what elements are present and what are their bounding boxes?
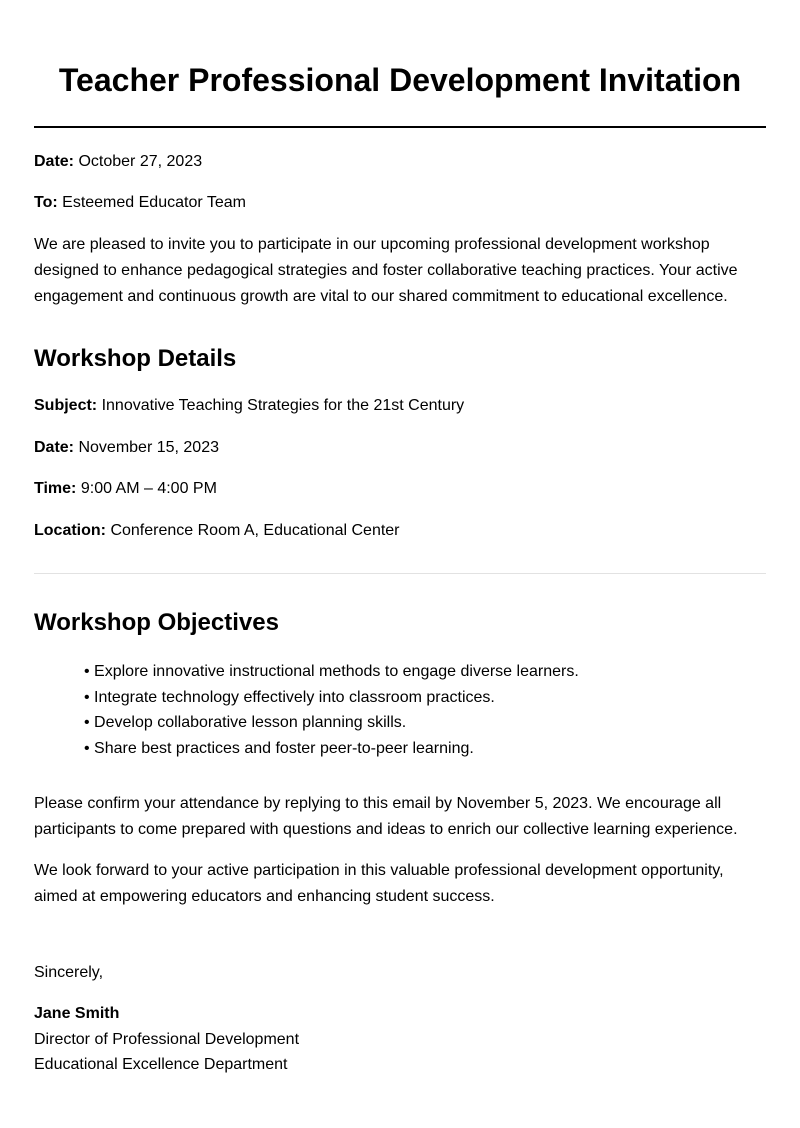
workshop-time-label: Time: — [34, 480, 77, 497]
confirm-line: Please confirm your attendance by replying to this email by November 5, 2023. We encourage all — [34, 795, 722, 812]
letter-date — [34, 149, 202, 175]
intro-line: We are pleased to invite you to participate in our upcoming professional development workshop — [34, 236, 710, 253]
workshop-subject — [34, 393, 464, 419]
signer-title: Director of Professional Development — [34, 1030, 300, 1048]
signer-name: Jane Smith — [34, 1005, 120, 1022]
workshop-time-value: 9:00 AM – 4:00 PM — [80, 480, 217, 497]
closing-line: aimed at empowering educators and enhancing student success. — [34, 888, 495, 905]
title-divider — [34, 126, 766, 128]
letter-date-label: Date: — [34, 153, 75, 170]
workshop-location-value: Conference Room A, Educational Center — [110, 522, 400, 539]
objective-item: • Explore innovative instructional methods to engage diverse learners. — [84, 663, 579, 680]
section-divider — [34, 573, 766, 574]
intro-line: designed to enhance pedagogical strategies and foster collaborative teaching practices. Your active — [34, 262, 738, 279]
intro-paragraph — [34, 232, 766, 310]
signature-block — [34, 1001, 299, 1078]
letter-date-value: October 27, 2023 — [78, 153, 203, 170]
workshop-date — [34, 435, 219, 461]
objectives-list — [84, 659, 579, 761]
closing-line: We look forward to your active participation in this valuable professional development opportunity, — [34, 862, 724, 879]
workshop-time — [34, 476, 217, 502]
closing-paragraph — [34, 858, 766, 910]
workshop-date-value: November 15, 2023 — [78, 439, 219, 456]
workshop-objectives-heading: Workshop Objectives — [34, 609, 279, 636]
signer-department: Educational Excellence Department — [34, 1056, 288, 1073]
letter-recipient — [34, 190, 246, 216]
workshop-subject-label: Subject: — [34, 397, 98, 414]
workshop-date-label: Date: — [34, 439, 75, 456]
page-title: Teacher Professional Development Invitation — [58, 62, 742, 98]
confirm-paragraph — [34, 791, 766, 843]
confirm-line: participants to come prepared with questions and ideas to enrich our collective learning experience. — [34, 821, 738, 838]
letter-recipient-value: Esteemed Educator Team — [62, 194, 246, 211]
intro-line: engagement and continuous growth are vital to our shared commitment to educational excellence. — [34, 288, 728, 305]
salutation: Sincerely, — [34, 964, 104, 981]
objective-item: • Share best practices and foster peer-to-peer learning. — [84, 739, 474, 757]
workshop-location-label: Location: — [34, 522, 106, 539]
workshop-location — [34, 518, 400, 544]
objective-item: • Integrate technology effectively into classroom practices. — [84, 688, 495, 706]
workshop-details-heading: Workshop Details — [34, 345, 237, 372]
letter-recipient-label: To: — [34, 194, 58, 211]
objective-item: • Develop collaborative lesson planning skills. — [84, 714, 407, 731]
workshop-subject-value: Innovative Teaching Strategies for the 21st Century — [101, 397, 465, 414]
